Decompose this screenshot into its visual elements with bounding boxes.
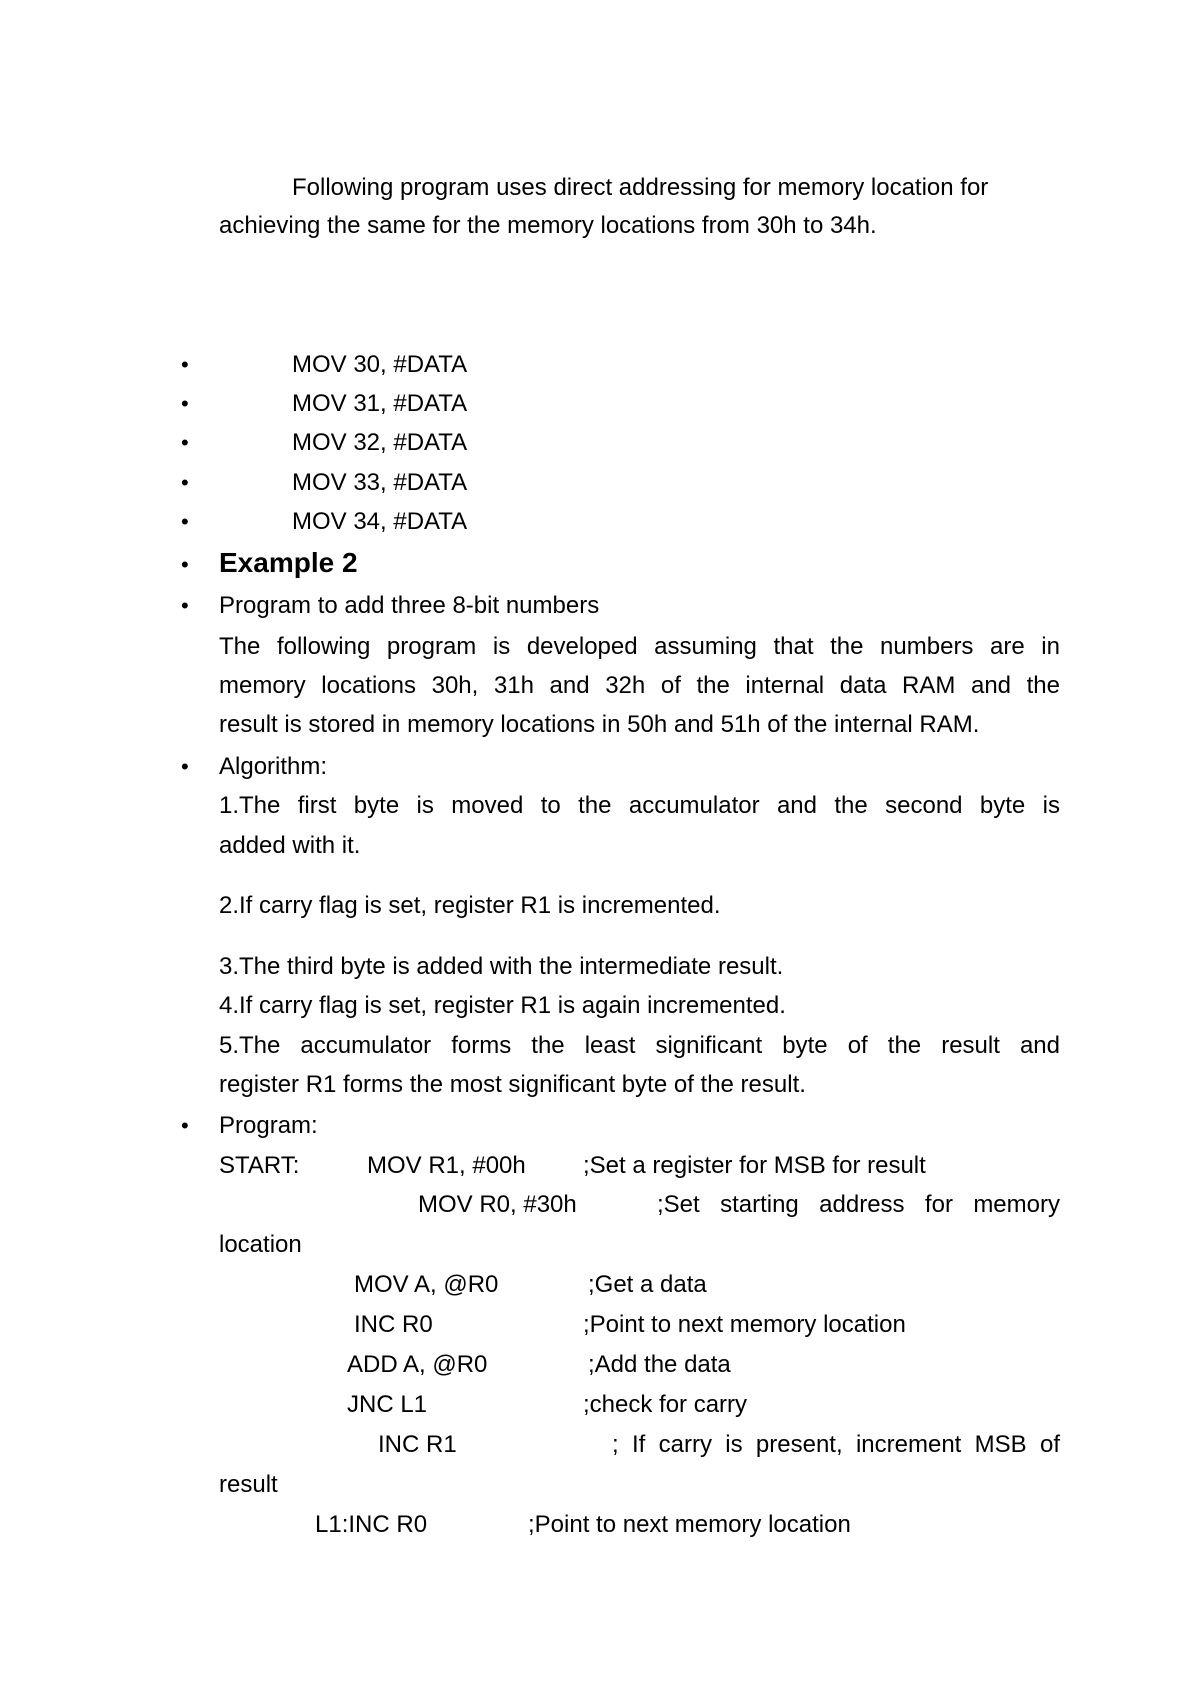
algorithm-step-5b: register R1 forms the most significant byte of the result. (219, 1071, 806, 1098)
mov-line-2: MOV 31, #DATA (292, 390, 468, 417)
example-desc-line-3: result is stored in memory locations in 50h and 51h of the internal RAM. (219, 711, 980, 738)
algorithm-label: Algorithm: (219, 753, 328, 780)
intro-line-1: Following program uses direct addressing for memory location for (292, 174, 989, 201)
code-comment-1: ;Set a register for MSB for result (583, 1152, 926, 1179)
code-instr-7: INC R1 (378, 1431, 457, 1458)
code-comment-3: ;Get a data (588, 1271, 707, 1298)
example-desc-line-1: The following program is developed assuming that the numbers are in (219, 633, 1060, 660)
code-comment-7-cont: result (219, 1471, 278, 1498)
bullet-icon (181, 752, 193, 764)
code-instr-1: MOV R1, #00h (367, 1152, 526, 1179)
code-comment-4: ;Point to next memory location (583, 1311, 906, 1338)
bullet-icon (181, 350, 193, 362)
bullet-icon (181, 389, 193, 401)
intro-line-2: achieving the same for the memory locations from 30h to 34h. (219, 212, 877, 239)
algorithm-step-3: 3.The third byte is added with the intermediate result. (219, 953, 784, 980)
code-comment-7: ; If carry is present, increment MSB of (612, 1431, 1060, 1458)
example-subtitle: Program to add three 8-bit numbers (219, 592, 600, 619)
program-label: Program: (219, 1112, 318, 1139)
algorithm-step-4: 4.If carry flag is set, register R1 is again incremented. (219, 992, 786, 1019)
bullet-icon (181, 1111, 193, 1123)
example-desc-line-2: memory locations 30h, 31h and 32h of the internal data RAM and the (219, 672, 1060, 699)
bullet-icon (181, 468, 193, 480)
example-heading: Example 2 (219, 547, 358, 578)
mov-line-1: MOV 30, #DATA (292, 351, 468, 378)
algorithm-step-2: 2.If carry flag is set, register R1 is incremented. (219, 892, 721, 919)
bullet-icon (181, 428, 193, 440)
code-comment-8: ;Point to next memory location (528, 1511, 851, 1538)
algorithm-step-1a: 1.The first byte is moved to the accumulator and the second byte is (219, 792, 1060, 819)
code-label-start: START: (219, 1152, 300, 1179)
mov-line-4: MOV 33, #DATA (292, 469, 468, 496)
code-instr-6: JNC L1 (347, 1391, 428, 1418)
code-instr-5: ADD A, @R0 (347, 1351, 488, 1378)
algorithm-step-1b: added with it. (219, 832, 361, 859)
code-comment-2: ;Set starting address for memory (657, 1191, 1060, 1218)
bullet-icon (181, 550, 193, 562)
code-comment-2-cont: location (219, 1231, 302, 1258)
bullet-icon (181, 507, 193, 519)
code-comment-6: ;check for carry (583, 1391, 748, 1418)
code-instr-2: MOV R0, #30h (418, 1191, 577, 1218)
mov-line-5: MOV 34, #DATA (292, 508, 468, 535)
code-instr-3: MOV A, @R0 (354, 1271, 499, 1298)
bullet-icon (181, 591, 193, 603)
code-instr-8: L1:INC R0 (315, 1511, 428, 1538)
algorithm-step-5a: 5.The accumulator forms the least significant byte of the result and (219, 1032, 1060, 1059)
code-comment-5: ;Add the data (588, 1351, 731, 1378)
code-instr-4: INC R0 (354, 1311, 433, 1338)
mov-line-3: MOV 32, #DATA (292, 429, 468, 456)
